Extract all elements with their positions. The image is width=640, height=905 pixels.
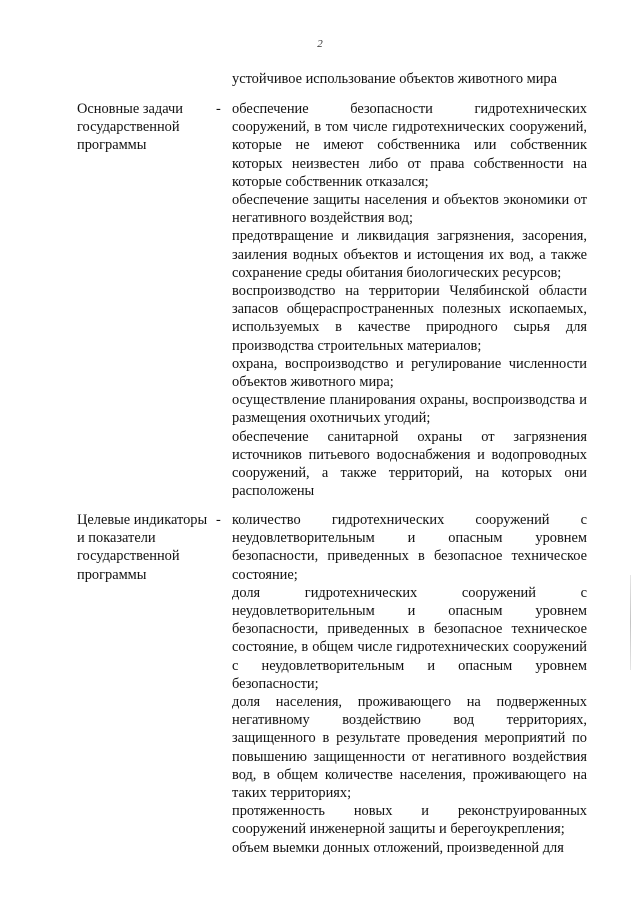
section-label: Целевые индикаторы и показатели государственной программы bbox=[77, 512, 208, 583]
section-dash: - bbox=[216, 101, 221, 117]
list-item: протяженность новых и реконструированных сооружений инженерной защиты и берегоукрепления; bbox=[232, 803, 587, 838]
list-item: обеспечение защиты населения и объектов экономики от негативного воздействия вод; bbox=[232, 192, 587, 227]
list-item: объем выемки донных отложений, произведенной для bbox=[232, 839, 564, 856]
continuation-line: устойчивое использование объектов животного мира bbox=[232, 71, 558, 87]
list-item: обеспечение безопасности гидротехнических сооружений, в том числе гидротехнических сооружений, которые не имеют собственника или собственник которых неизвестен либо от права собственности на которые собственник отказался; bbox=[232, 101, 587, 190]
page-number: 2 bbox=[317, 38, 323, 50]
list-item: доля гидротехнических сооружений с неудовлетворительным и опасным уровнем безопасности, приведенных в безопасное техническое состояние, в общем числе гидротехнических сооружений с неудовлетворительным и опасным уровнем безопасности; bbox=[232, 584, 587, 692]
list-item: предотвращение и ликвидация загрязнения, засорения, заиления водных объектов и истощения их вод, а также сохранение среды обитания биологических ресурсов; bbox=[232, 228, 587, 281]
section-items bbox=[232, 100, 587, 500]
list-item: доля населения, проживающего на подверженных негативному воздействию вод территориях, защищенного в результате проведения мероприятий по повышению защищенности от негативного воздействия вод, в общем количестве населения, проживающего на таких территориях; bbox=[232, 694, 587, 802]
scan-edge-mark bbox=[630, 575, 631, 670]
section-dash: - bbox=[216, 512, 221, 528]
list-item: осуществление планирования охраны, воспроизводства и размещения охотничьих угодий; bbox=[232, 392, 587, 427]
section-items bbox=[232, 511, 587, 857]
list-item: охрана, воспроизводство и регулирование численности объектов животного мира; bbox=[232, 355, 587, 391]
list-item: количество гидротехнических сооружений с неудовлетворительным и опасным уровнем безопасности, приведенных в безопасное техническое состояние; bbox=[232, 512, 587, 583]
list-item: обеспечение санитарной охраны от загрязнения источников питьевого водоснабжения и водопроводных сооружений, а также территорий, на которых они расположены bbox=[232, 428, 587, 500]
list-item: воспроизводство на территории Челябинской области запасов общераспространенных полезных ископаемых, используемых в качестве природного сырья для производства строительных материалов; bbox=[232, 283, 587, 354]
section-label: Основные задачи государственной программы bbox=[77, 101, 183, 154]
